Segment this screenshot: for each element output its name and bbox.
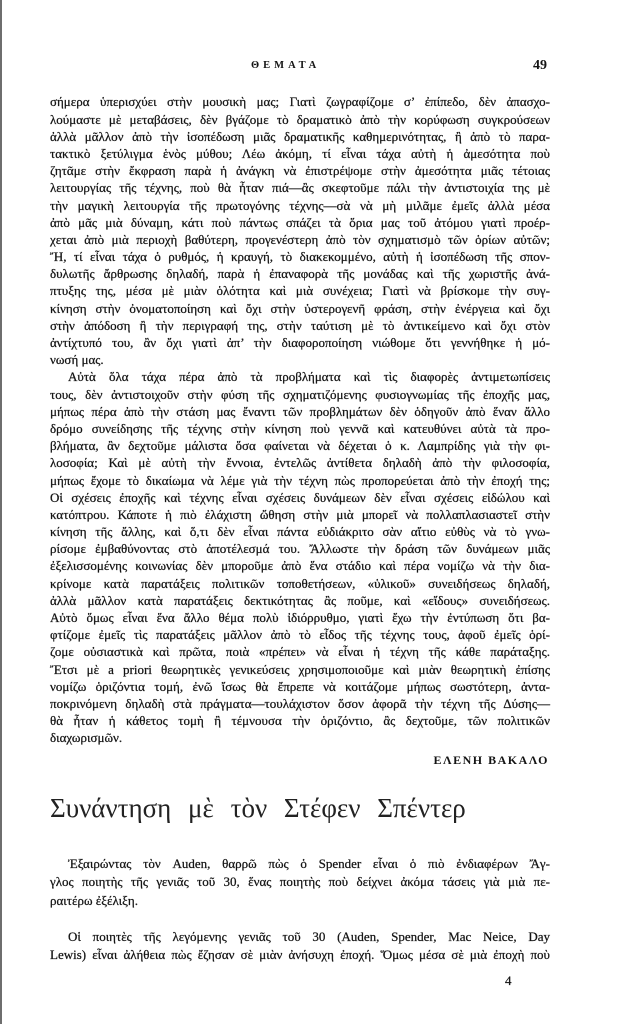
text-line: χεται ἀπὸ μιὰ περιοχὴ βαθύτερη, προγενέστερη ἀπὸ τὸν σχηματισμὸ τῶν ὁρίων αὐτῶν;: [50, 231, 550, 247]
text-line: στὴν ἀπόδοση ἢ τὴν περιγραφή της, στὴν ταύτιση μὲ τὸ ἀντικείμενο καὶ ὄχι στὸν: [50, 317, 550, 333]
text-line: δυλωτῆς ἄρθρωσης δηλαδή, παρὰ ἡ ἐπαναφορὰ τῆς μονάδας καὶ τῆς χωριστῆς ἀνά-: [50, 266, 550, 282]
text-line: ἀντίχτυπό του, ἂν ὄχι γιατὶ ἀπ’ τὴν διαφοροποίηση νιώθομε ὅτι γεννήθηκε ἡ μό-: [50, 335, 550, 351]
text-line: κατόπτρου. Κάποτε ἡ πιὸ ἐλάχιστη ὤθηση στὴν μιὰ μπορεῖ νὰ πολλαπλασιαστεῖ στὴν: [50, 506, 550, 522]
text-line: φτίζομε ἐμεῖς τὶς παρατάξεις μᾶλλον ἀπὸ τὸ εἶδος τῆς τέχνης τους, ἀφοῦ ἐμεῖς ὁρί-: [50, 627, 550, 643]
text-line: Lewis) εἶναι ἀλήθεια πὼς ἔζησαν σὲ μιὰν ἀνήσυχη ἐποχή. Ὅμως μέσα σὲ μιὰ ἐποχὴ ποὺ: [50, 947, 550, 963]
text-line: Αὐτὸ ὅμως εἶναι ἕνα ἄλλο θέμα πολὺ ἰδιόρρυθμο, γιατὶ ἔχω τὴν ἐντύπωση ὅτι βα-: [50, 610, 550, 626]
text-line: κίνηση τῆς ἄλλης, καὶ ὅ,τι δὲν εἶναι πάντα εὐδιάκριτο σὰν αἴτιο εὐθὺς νὰ τὸ γνω-: [50, 524, 550, 540]
text-line: Αὐτὰ ὅλα τάχα πέρα ἀπὸ τὰ προβλήματα καὶ τὶς διαφορὲς ἀντιμετωπίσεις: [68, 369, 550, 385]
text-line: ραιτέρω ἐξέλιξη.: [50, 892, 138, 908]
signature-mark: 4: [505, 973, 512, 988]
text-line: τακτικὸ ξετύλιγμα ἑνὸς μύθου; Λέω ἀκόμη, τί εἶναι τάχα αὐτὴ ἡ ἀμεσότητα ποὺ: [50, 145, 550, 161]
text-line: τους, δὲν ἀντιστοιχοῦν στὴν φύση τῆς σχηματιζόμενης φυσιογνωμίας τῆς ἐποχῆς μας,: [50, 386, 550, 402]
text-line: ζητᾶμε στὴν ἔκφραση παρὰ ἡ ἀνάγκη νὰ ἐπιστρέψομε στὴν ἀμεσότητα μιᾶς τέτοιας: [50, 163, 550, 179]
text-line: λειτουργίας τῆς τέχνης, ποὺ θὰ ἦταν πιά—ἂς σκεφτοῦμε πάλι τὴν ἀντιστοιχία της μὲ: [50, 180, 550, 196]
paragraph: [50, 368, 550, 746]
text-line: Ἐξαιρώντας τὸν Auden, θαρρῶ πὼς ὁ Spender εἶναι ὁ πιὸ ἐνδιαφέρων Ἄγ-: [68, 856, 550, 871]
text-line: πτυξης της, μέσα μὲ μιὰν ὁλότητα καὶ μιὰ συνέχεια; Γιατὶ νὰ βρίσκομε τὴν συγ-: [50, 283, 550, 299]
text-line: ἐξελισσομένης κοινωνίας δὲν μποροῦμε ἀπὸ ἕνα στάδιο καὶ πέρα νομίζω νὰ τὴν δια-: [50, 558, 550, 574]
text-line: ἀπὸ μᾶς μιὰ δύναμη, κάτι ποὺ πάντως σπάζει τὰ ὅρια μας τοῦ ἀτόμου γιατὶ προέρ-: [50, 214, 550, 230]
article-title: Συνάντηση μὲ τὸν Στέφεν Σπέντερ: [50, 793, 466, 823]
text-line: νομίζω ὁριζόντια τομή, ἐνῶ ἴσως θὰ ἔπρεπε νὰ κοιτάζομε μήπως σωστότερη, ἀντα-: [50, 678, 550, 694]
essay-body: [50, 93, 550, 746]
paragraph: [50, 855, 550, 910]
text-line: νωσή μας.: [50, 352, 104, 368]
scan-page-edge: [0, 0, 2, 1024]
text-line: Ἤ, τί εἶναι τάχα ὁ ρυθμός, ἡ κραυγή, τὸ διακεκομμένο, αὐτὴ ἡ ἰσοπέδωση τῆς σπον-: [50, 249, 550, 265]
running-head: ΘΕΜΑΤΑ: [251, 60, 321, 71]
text-line: μήπως πέρα ἀπὸ τὴν στάση μας ἔναντι τῶν προβλημάτων δὲν ὁδηγοῦν ἀπὸ ἕναν ἄλλο: [50, 403, 550, 419]
text-line: Ἔτσι μὲ a priori θεωρητικὲς γενικεύσεις χρησιμοποιοῦμε καὶ μιὰν θεωρητικὴ ἐπίσης: [50, 661, 550, 677]
text-line: τὴν μαγικὴ λειτουργία τῆς πρωτογόνης τέχνης—σὰ νὰ μὴ μιλᾶμε ἐμεῖς ἀλλὰ μέσα: [50, 197, 550, 213]
text-line: κίνηση στὴν ὀνοματοποίηση καὶ ὄχι στὴν ὑστερογενῆ φράση, στὴν ἐνέργεια καὶ ὄχι: [50, 300, 550, 316]
text-line: βλήματα, ἂν δεχτοῦμε μάλιστα ὅσα φαίνεται νὰ δέχεται ὁ κ. Λαμπρίδης γιὰ τὴν φι-: [50, 438, 550, 454]
text-line: ρίσομε ἐμβαθύνοντας στὸ ἀποτέλεσμά του. Ἄλλωστε τὴν δράση τῶν δυνάμεων μιᾶς: [50, 541, 550, 557]
text-line: διαχωρισμῶν.: [50, 730, 123, 746]
text-line: λούμαστε μὲ μεταβάσεις, δὲν βγάζομε τὸ δραματικὸ ἀπὸ τὴν κορύφωση συγκρούσεων: [50, 111, 550, 127]
text-line: μήπως ἔχομε τὸ δικαίωμα νὰ λέμε γιὰ τὴν τέχνη πὼς προπορεύεται ἀπὸ τὴν ἐποχή της;: [50, 472, 550, 488]
text-line: λοσοφία; Καὶ μὲ αὐτὴ τὴν ἔννοια, ἐντελῶς ἀντίθετα δηλαδὴ ἀπὸ τὴν φιλοσοφία,: [50, 455, 550, 471]
text-line: ποκρινόμενη δηλαδὴ στὰ πράγματα—τουλάχιστον ὅσον ἀφορᾶ τὴν τέχνη τῆς Δύσης—: [50, 695, 550, 711]
page-number: 49: [533, 58, 547, 73]
text-line: Οἱ σχέσεις ἐποχῆς καὶ τέχνης εἶναι σχέσεις δυνάμεων δὲν εἶναι σχέσεις εἰδώλου καὶ: [50, 489, 550, 505]
text-line: κρίνομε κατὰ παρατάξεις πολιτικῶν τοποθετήσεων, «ὑλικοῦ» συνειδήσεως δηλαδή,: [50, 575, 550, 591]
paragraph: [50, 928, 550, 965]
text-line: Οἱ ποιητὲς τῆς λεγόμενης γενιᾶς τοῦ 30 (Auden, Spender, Mac Neice, Day: [68, 929, 550, 944]
author-name: ΕΛΕΝΗ ΒΑΚΑΛΟ: [433, 753, 549, 767]
text-line: ἀλλὰ μᾶλλον κατὰ παρατάξεις δεκτικότητας ἂς ποῦμε, καὶ «εἴδους» συνειδήσεως.: [50, 592, 550, 608]
text-line: ζομε οὐσιαστικὰ καὶ πρῶτα, ποιὰ «πρέπει» νὰ εἶναι ἡ τέχνη τῆς κάθε παράταξης.: [50, 644, 550, 660]
text-line: γλος ποιητὴς τῆς γενιᾶς τοῦ 30, ἕνας ποιητὴς ποὺ δείχνει ἀκόμα τάσεις γιὰ μιὰ πε-: [50, 874, 550, 890]
text-line: θὰ ἦταν ἡ κάθετος τομὴ ἢ τέμνουσα τὴν ὁριζόντιο, ἂς δεχτοῦμε, τῶν πολιτικῶν: [50, 713, 550, 729]
text-line: δρόμο συνείδησης τῆς τέχνης στὴν κίνηση ποὺ γεννᾶ καὶ κατευθύνει αὐτὰ τὰ προ-: [50, 420, 550, 436]
paragraph: [50, 93, 550, 368]
text-line: σήμερα ὑπερισχύει στὴν μουσικὴ μας; Γιατὶ ζωγραφίζομε σ’ ἐπίπεδο, δὲν ἀπασχο-: [50, 94, 550, 110]
text-line: ἀλλὰ μᾶλλον ἀπὸ τὴν ἰσοπέδωση μιᾶς δραματικῆς καθημερινότητας, ἢ ἀπὸ τὸ παρα-: [50, 128, 550, 144]
